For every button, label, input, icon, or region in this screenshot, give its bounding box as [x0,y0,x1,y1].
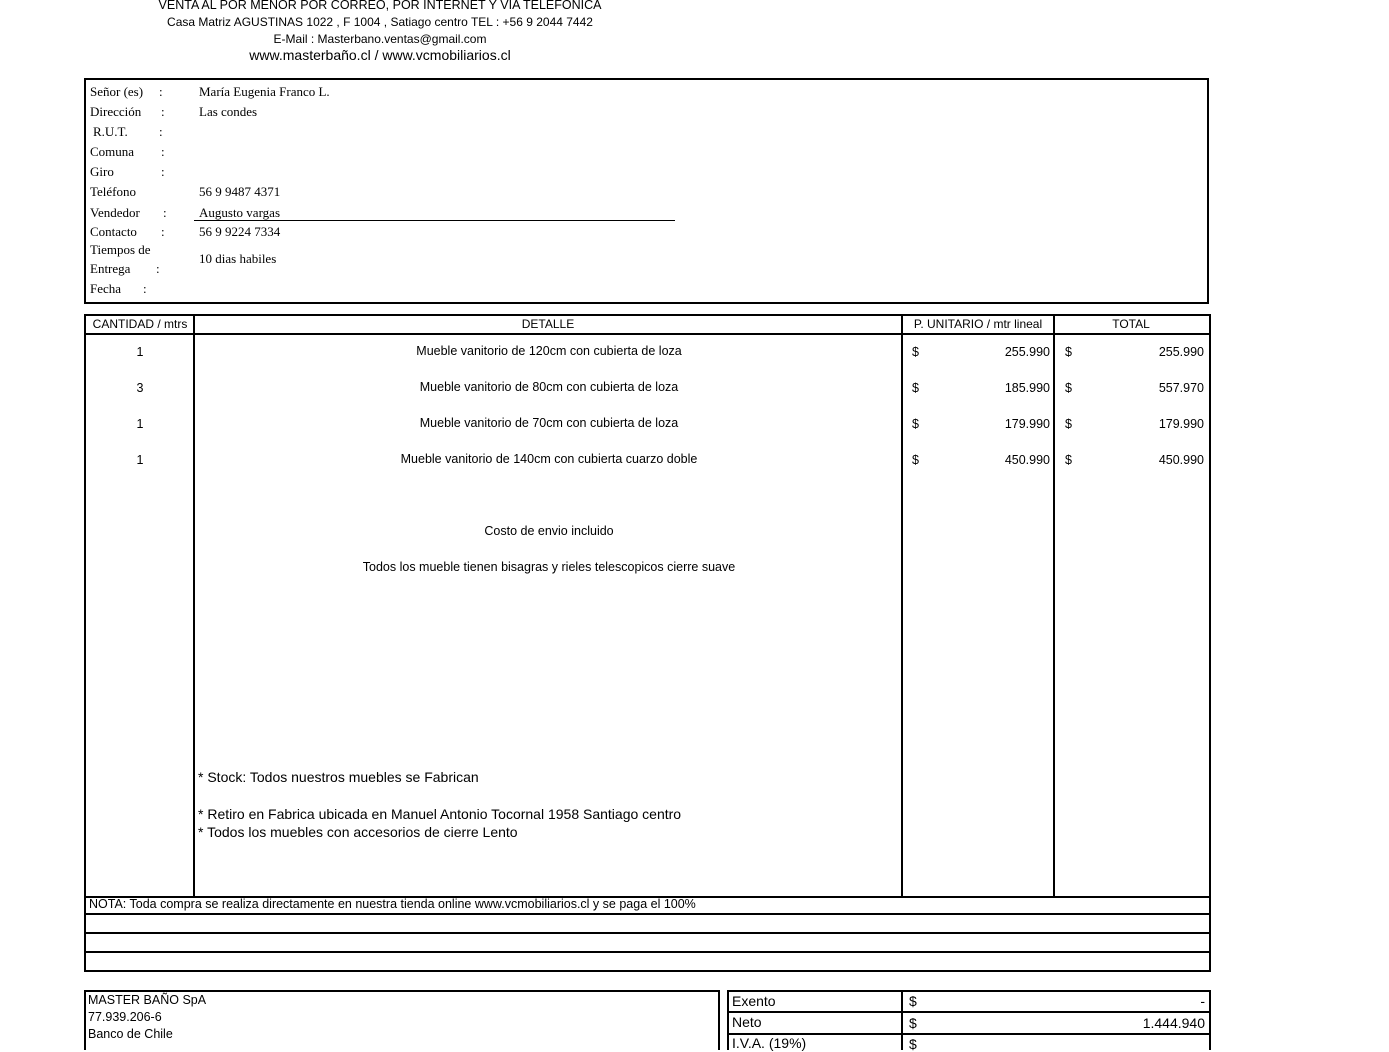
row-2-unit-currency: $ [912,381,919,395]
tiempos-label-2: Entrega [90,261,131,276]
direccion-label: Dirección [90,104,142,119]
tiempos-label-1: Tiempos de [90,242,151,257]
colon: : [163,205,167,220]
row-2-detail: Mueble vanitorio de 80cm con cubierta de loza [419,380,679,394]
pickup-note: * Retiro en Fabrica ubicada en Manuel Antonio Tocornal 1958 Santiago centro [198,806,682,822]
header-cantidad: CANTIDAD / mtrs [92,317,188,331]
exento-currency: $ [909,993,917,1009]
items-table [84,314,1211,898]
company-activity: VENTA AL POR MENOR POR CORREO, POR INTERNET Y VIA TELEFONICA [158,0,602,12]
row-3-unit: 179.990 [1004,417,1050,431]
row-4-total-currency: $ [1065,453,1072,467]
row-4-unit: 450.990 [1004,453,1050,467]
vendedor-label: Vendedor [90,205,140,220]
shipping-note: Costo de envio incluido [484,524,614,538]
header-total: TOTAL [1112,317,1150,331]
colon: : [161,104,165,119]
column-divider [901,316,903,896]
totals-divider [901,992,903,1050]
colon: : [161,144,165,159]
senor-value: María Eugenia Franco L. [199,84,330,99]
colon: : [143,281,147,296]
colon: : [159,124,163,139]
rut-label: R.U.T. [93,124,128,139]
row-1-total-currency: $ [1065,345,1072,359]
company-websites: www.masterbaño.cl / www.vcmobiliarios.cl [249,47,511,63]
bank-company-name: MASTER BAÑO SpA [88,993,207,1007]
row-1-qty: 1 [136,345,144,359]
totals-box [727,990,1211,1050]
header-unitario: P. UNITARIO / mtr lineal [913,317,1043,331]
iva-label: I.V.A. (19%) [732,1035,807,1051]
row-1-unit-currency: $ [912,345,919,359]
row-3-unit-currency: $ [912,417,919,431]
bank-info-box [84,990,720,1050]
vendedor-value: Augusto vargas [199,205,281,220]
colon: : [159,84,163,99]
row-3-qty: 1 [136,417,144,431]
row-4-detail: Mueble vanitorio de 140cm con cubierta cuarzo doble [400,452,698,466]
neto-currency: $ [909,1015,917,1031]
vendedor-underline [194,220,675,221]
payment-note: NOTA: Toda compra se realiza directamente en nuestra tienda online www.vcmobiliarios.cl y se paga el 100% [89,897,696,911]
column-divider [193,316,195,896]
row-3-total-currency: $ [1065,417,1072,431]
row-4-qty: 1 [136,453,144,467]
contacto-label: Contacto [90,224,137,239]
notes-divider [86,913,1209,915]
row-2-total-currency: $ [1065,381,1072,395]
telefono-label: Teléfono [90,184,137,199]
senor-label: Señor (es) [90,84,144,99]
totals-row-divider [729,1011,1209,1013]
iva-currency: $ [909,1036,917,1052]
exento-value: - [1200,993,1205,1009]
row-1-detail: Mueble vanitorio de 120cm con cubierta de loza [416,344,682,358]
row-3-detail: Mueble vanitorio de 70cm con cubierta de loza [419,416,679,430]
neto-label: Neto [732,1014,762,1030]
hardware-note: Todos los mueble tienen bisagras y rieles telescopicos cierre suave [362,560,736,574]
accessories-note: * Todos los muebles con accesorios de cierre Lento [198,824,518,840]
client-info-box [84,78,1209,304]
colon: : [161,224,165,239]
notes-divider [86,932,1209,934]
company-address: Casa Matriz AGUSTINAS 1022 , F 1004 , Satiago centro TEL : +56 9 2044 7442 [167,15,593,29]
row-1-unit: 255.990 [1004,345,1050,359]
contacto-value: 56 9 9224 7334 [199,224,281,239]
colon: : [156,261,160,276]
notes-divider [86,951,1209,953]
neto-value: 1.444.940 [1142,1015,1205,1031]
company-email: E-Mail : Masterbano.ventas@gmail.com [273,32,487,46]
column-divider [1053,316,1055,896]
tiempos-value: 10 dias habiles [199,251,277,266]
bank-name: Banco de Chile [88,1027,173,1041]
notes-section [84,896,1211,972]
row-4-total: 450.990 [1158,453,1204,467]
stock-note: * Stock: Todos nuestros muebles se Fabrican [198,769,479,785]
giro-label: Giro [90,164,114,179]
exento-label: Exento [732,993,776,1009]
direccion-value: Las condes [199,104,258,119]
row-2-qty: 3 [136,381,144,395]
row-3-total: 179.990 [1158,417,1204,431]
bank-company-rut: 77.939.206-6 [88,1010,162,1024]
row-1-total: 255.990 [1158,345,1204,359]
telefono-value: 56 9 9487 4371 [199,184,281,199]
fecha-label: Fecha [90,281,122,296]
comuna-label: Comuna [90,144,135,159]
header-detalle: DETALLE [521,317,575,331]
row-2-unit: 185.990 [1004,381,1050,395]
row-2-total: 557.970 [1158,381,1204,395]
colon: : [161,164,165,179]
row-4-unit-currency: $ [912,453,919,467]
